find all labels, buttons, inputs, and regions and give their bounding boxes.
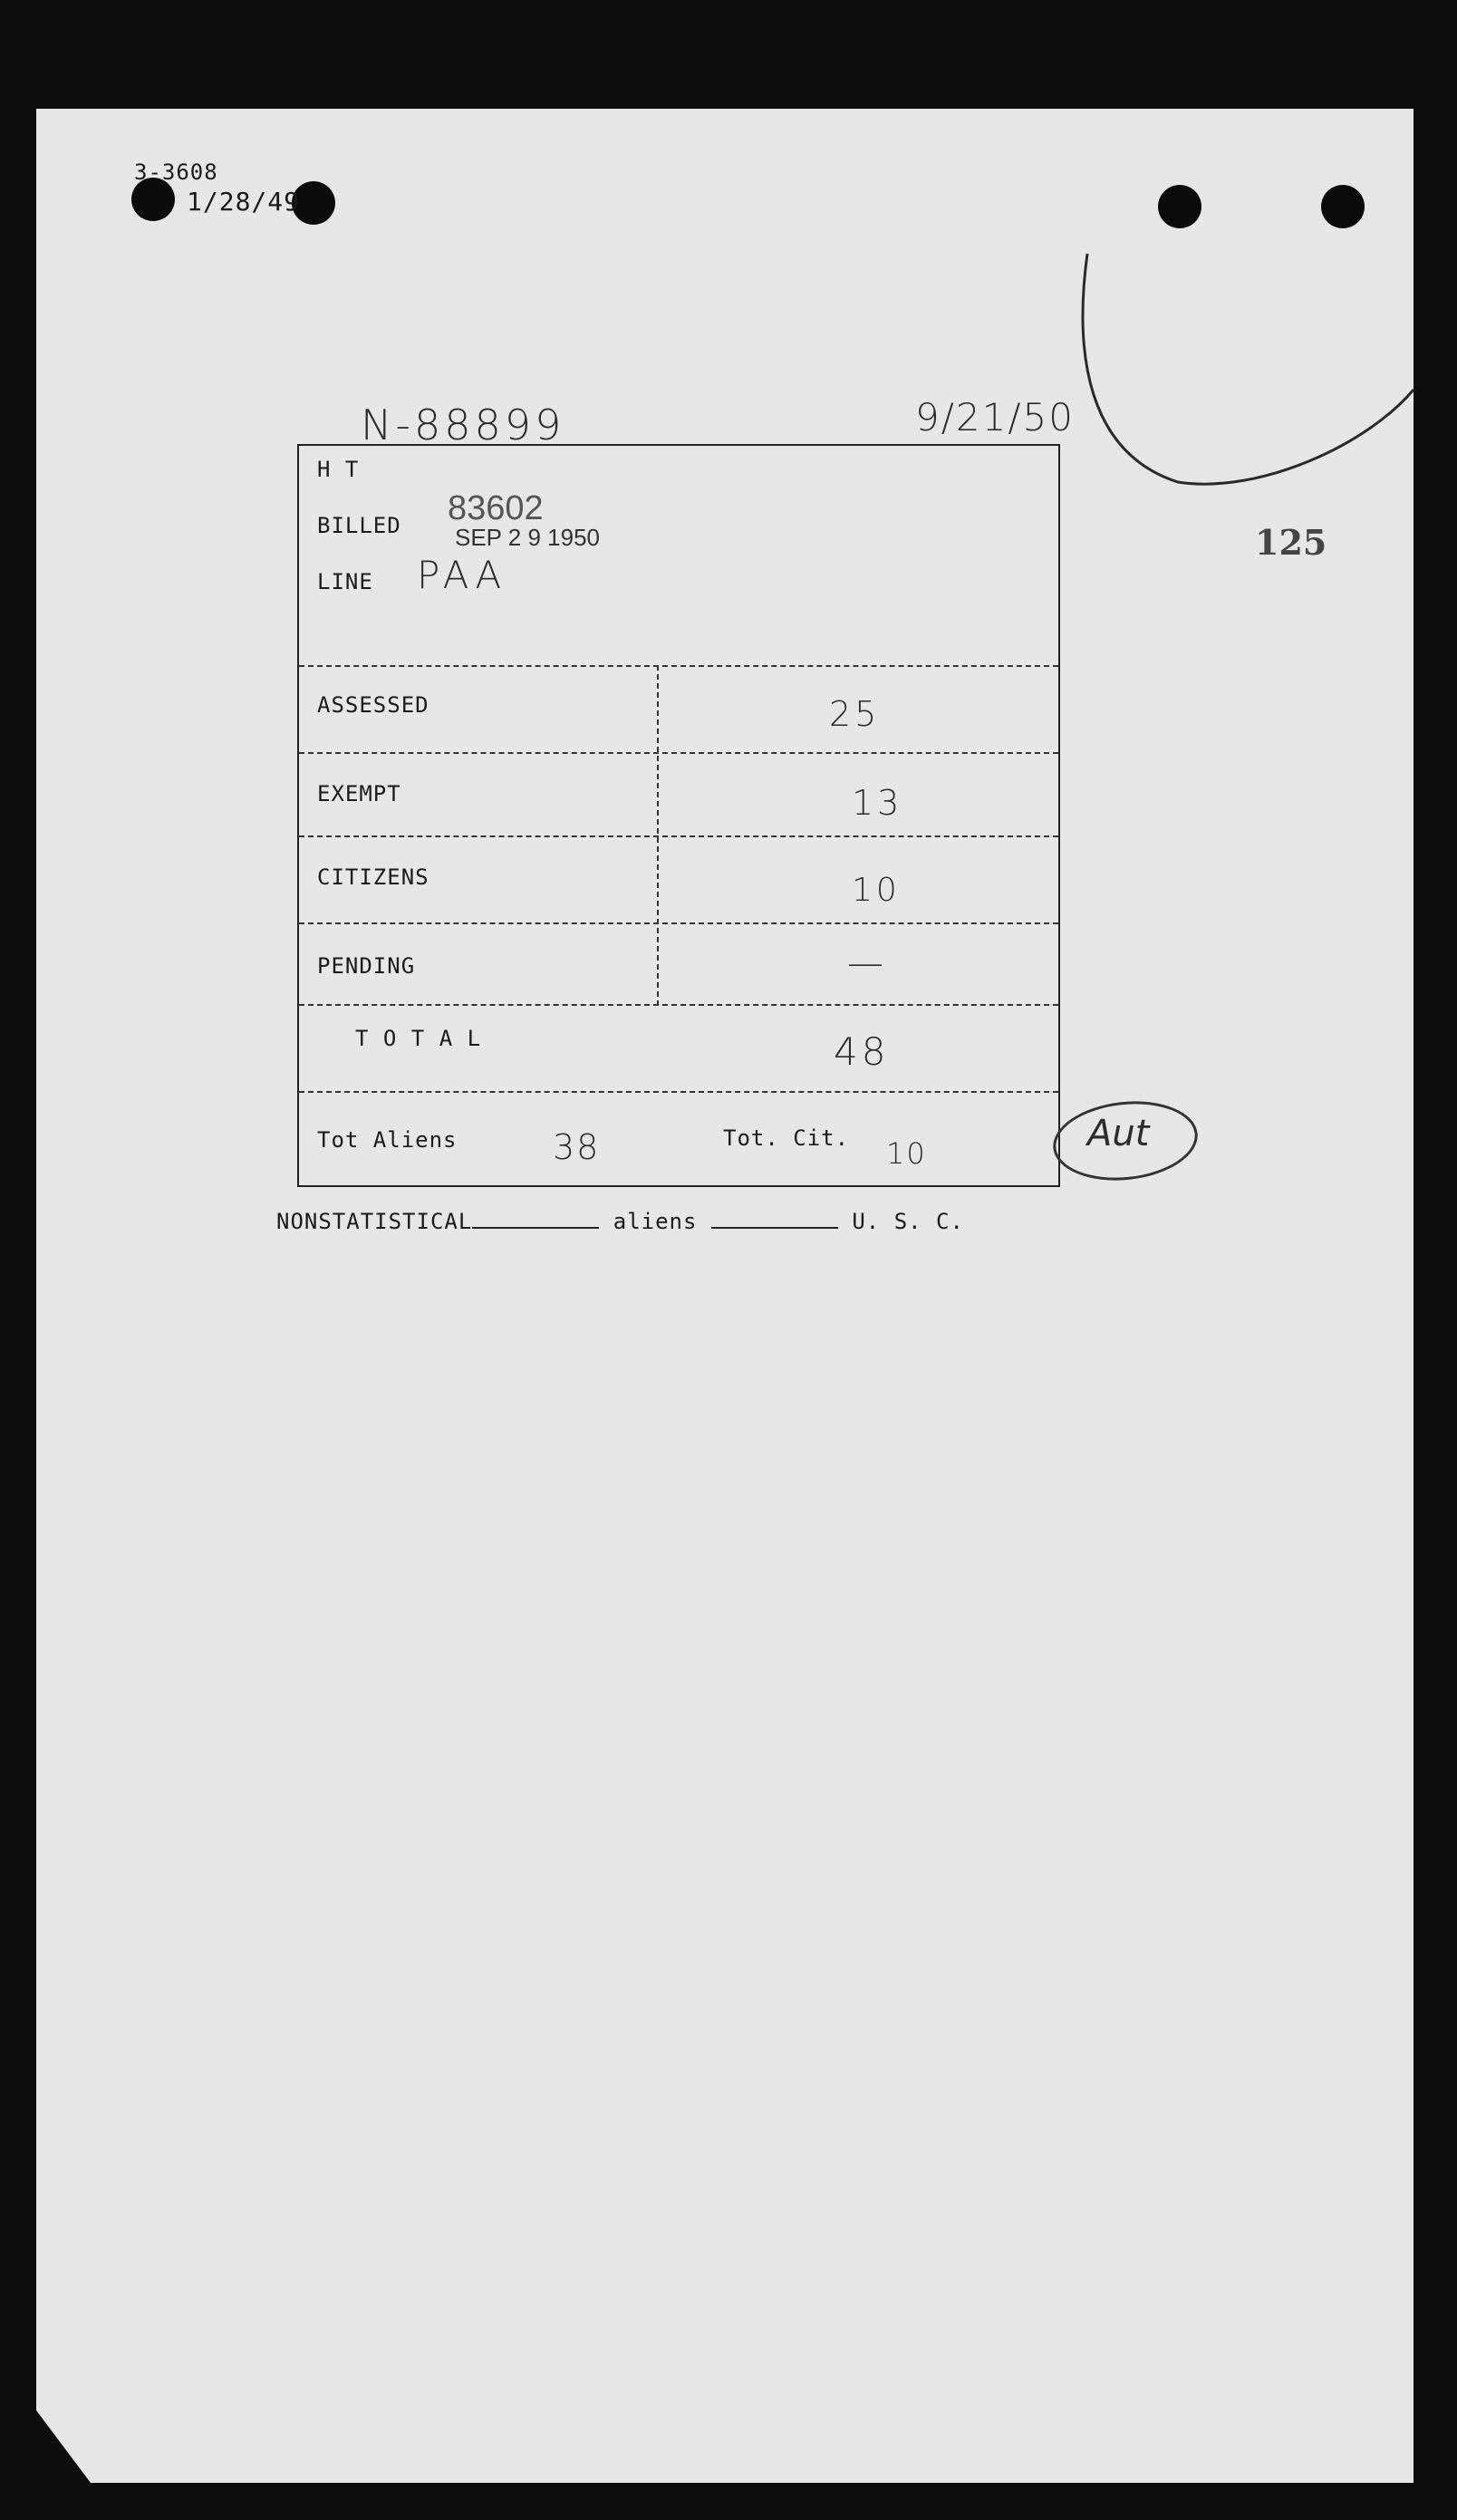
aliens-label: aliens: [613, 1209, 698, 1234]
total-label: T O T A L: [355, 1026, 482, 1051]
form-table: [297, 444, 1060, 1187]
ht-label: H T: [317, 457, 360, 482]
billed-date-stamp: SEP 2 9 1950: [455, 524, 600, 551]
initials: Aut: [1087, 1113, 1150, 1154]
exempt-label: EXEMPT: [317, 781, 401, 806]
pencil-curve: [1069, 245, 1432, 498]
nonstatistical-blank: [472, 1227, 599, 1229]
punch-hole-right2: [1321, 185, 1365, 228]
assessed-value: 25: [829, 694, 881, 734]
usc-label: U. S. C.: [852, 1209, 964, 1234]
divider: [299, 922, 1058, 924]
page-number: 125: [1255, 522, 1327, 563]
reference-line-2: 1/28/49: [187, 187, 301, 217]
line-label: LINE: [317, 569, 373, 594]
line-value: PAA: [417, 553, 507, 597]
assessed-label: ASSESSED: [317, 692, 429, 718]
file-number: N-88899: [361, 401, 565, 449]
divider: [299, 1091, 1058, 1093]
exempt-value: 13: [852, 783, 903, 823]
divider: [299, 835, 1058, 837]
billed-number: 83602: [448, 489, 544, 527]
reference-line-1: 3-3608: [134, 159, 218, 185]
divider: [299, 1004, 1058, 1006]
pending-label: PENDING: [317, 953, 416, 979]
header-date: 9/21/50: [915, 395, 1075, 439]
divider: [299, 752, 1058, 754]
citizens-value: 10: [852, 872, 901, 909]
punch-hole-right1: [1158, 185, 1201, 228]
divider: [299, 665, 1058, 667]
citizens-label: CITIZENS: [317, 864, 429, 890]
nonstatistical-label: NONSTATISTICAL: [276, 1209, 473, 1234]
billed-label: BILLED: [317, 513, 401, 538]
pending-value: —: [847, 942, 883, 984]
total-value: 48: [834, 1029, 890, 1074]
aliens-blank: [711, 1227, 838, 1229]
tot-cit-value: 10: [886, 1136, 927, 1171]
tot-cit-label: Tot. Cit.: [723, 1125, 850, 1151]
tot-aliens-value: 38: [553, 1127, 601, 1167]
nonstatistical-line: [276, 1209, 964, 1234]
tot-aliens-label: Tot Aliens: [317, 1127, 458, 1153]
